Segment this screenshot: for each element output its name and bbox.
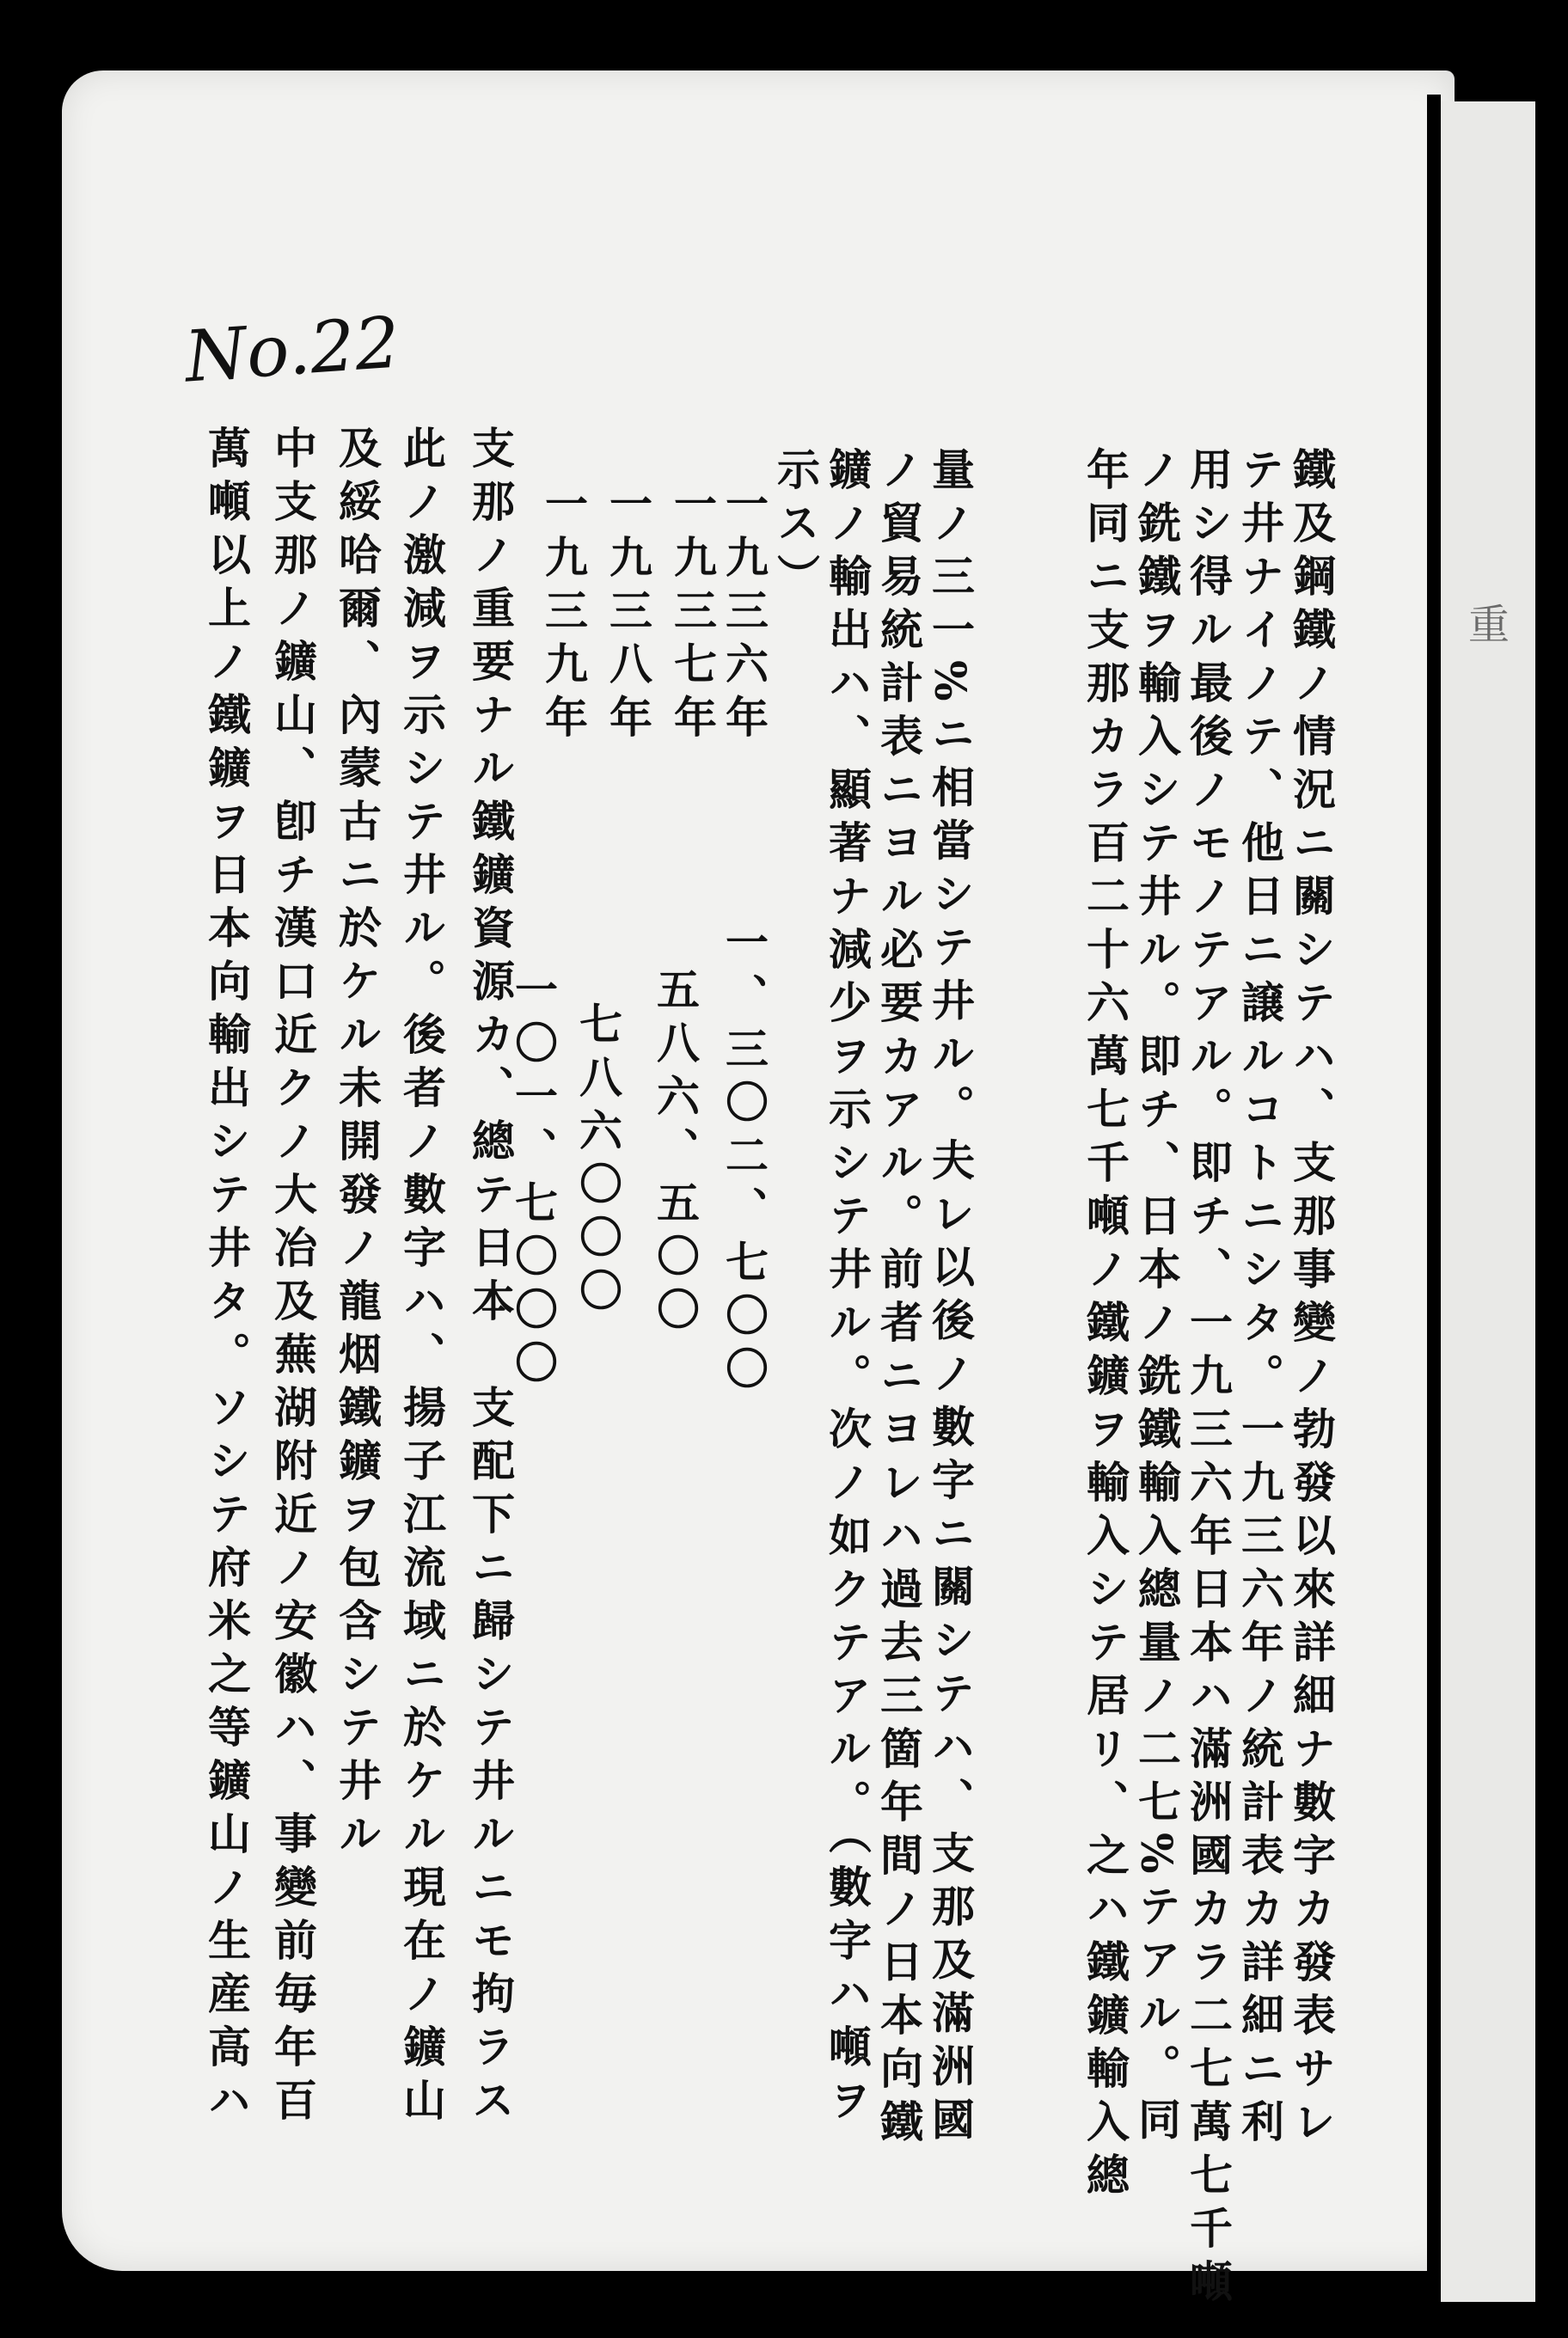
table-year-1936: 一九三六年 [719,481,769,748]
text-column-8: 鑛ノ輸出ハ、顯著ナ減少ヲ示シテ井ル。次ノ如クテアル。（數字ハ噸ヲ [822,447,873,2131]
text-column-2: テ井ナイノテ、他日ニ譲ルコトニシタ。一九三六年ノ統計表カ詳細ニ利 [1234,447,1285,2152]
text-column-3: 用シ得ル最後ノモノテアル。即チ、一九三六年日本ハ滿洲國カラ二七萬七千噸 [1183,447,1234,2312]
book-spine [1427,95,1441,2295]
table-value-1937: 五八六、五〇〇 [650,967,701,1340]
table-year-1937: 一九三七年 [667,481,718,748]
text-column-9: 示ス） [770,447,821,607]
handwritten-page-number: No.22 [181,302,403,399]
text-column-10: 支那ノ重要ナル鐵鑛資源カ、總テ日本 支配下ニ歸シテ井ルニモ拘ラス [465,425,516,2131]
table-value-1938: 七八六〇〇〇 [573,1001,623,1321]
text-column-7: ノ貿易統計表ニヨル必要カアル。前者ニヨレハ過去三箇年間ノ日本向鐵 [873,447,924,2152]
text-column-5: 年同ニ支那カラ百二十六萬七千噸ノ鐵鑛ヲ輸入シテ居リ、之ハ鐵鑛輸入總 [1080,447,1130,2206]
text-column-6: 量ノ三一%ニ相當シテ井ル。夫レ以後ノ數字ニ關シテハ、支那及滿洲國 [925,447,976,2151]
text-column-14: 萬噸以上ノ鐵鑛ヲ日本向輸出シテ井タ。ソシテ府米之等鑛山ノ生産高ハ [201,425,252,2131]
text-column-4: ノ銑鐵ヲ輸入シテ井ル。即チ、日本ノ銑鐵輸入總量ノ二七%テアル。同 [1131,447,1182,2151]
table-year-1939: 一九三九年 [538,481,589,748]
adjacent-page-edge [1441,101,1535,2302]
table-value-1936: 一、三〇二、七〇〇 [719,920,769,1399]
text-column-1: 鐵及鋼鐵ノ情況ニ關シテハ、支那事變ノ勃發以來詳細ナ數字カ發表サレ [1286,447,1337,2152]
table-year-1938: 一九三八年 [603,481,653,748]
text-column-13: 中支那ノ鑛山、卽チ漢口近クノ大冶及蕪湖附近ノ安徽ハ、事變前毎年百 [267,425,318,2131]
text-column-12: 及綏哈爾、內蒙古ニ於ケル未開發ノ龍烟鐵鑛ヲ包含シテ井ル [332,425,383,1864]
text-column-11: 此ノ激減ヲ示シテ井ル。後者ノ數字ハ、揚子江流域ニ於ケル現在ノ鑛山 [396,425,447,2131]
table-value-1939: 一〇一、七〇〇〇 [508,967,559,1393]
adjacent-page-character: 重 [1467,601,1510,649]
